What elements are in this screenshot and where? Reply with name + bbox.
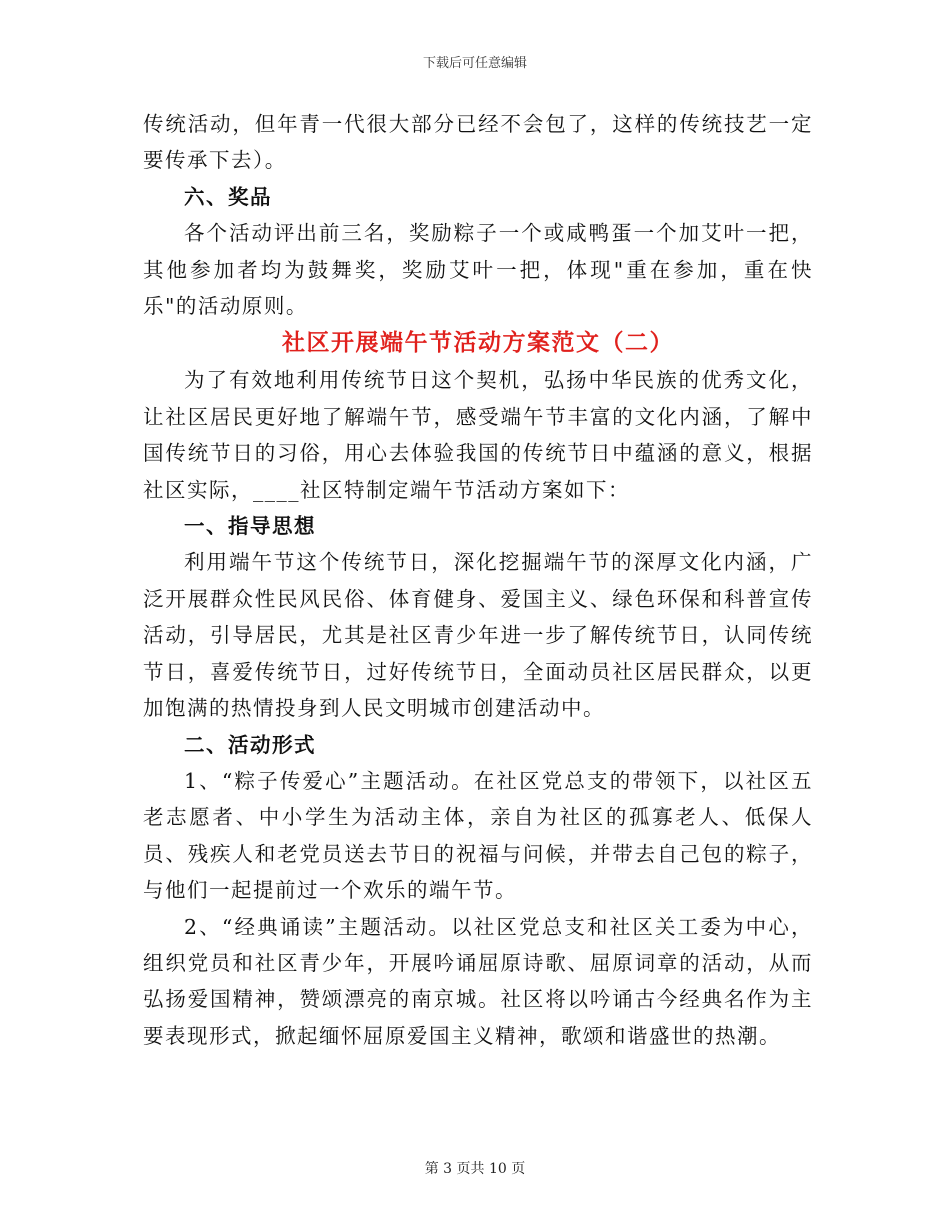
page-number: 第 3 页共 10 页 bbox=[424, 1161, 526, 1177]
paragraph-guiding-ideology: 利用端午节这个传统节日，深化挖掘端午节的深厚文化内涵，广泛开展群众性民风民俗、体育健身、爱国主义、绿色环保和科普宣传活动，引导居民，尤其是社区青少年进一步了解传统节日，认同传统节日，喜爱传统节日，过好传统节日，全面动员社区居民群众，以更加饱满的热情投身到人民文明城市创建活动中。 bbox=[143, 550, 813, 721]
paragraph-activity-2: 2、“经典诵读”主题活动。以社区党总支和社区关工委为中心，组织党员和社区青少年，开展吟诵屈原诗歌、屈原词章的活动，从而弘扬爱国精神，赞颂漂亮的南京城。社区将以吟诵古今经典名作为主要表现形式，掀起缅怀屈原爱国主义精神，歌颂和谐盛世的热潮。 bbox=[143, 914, 813, 1048]
paragraph-prizes: 各个活动评出前三名，奖励粽子一个或咸鸭蛋一个加艾叶一把，其他参加者均为鼓舞奖，奖励艾叶一把，体现"重在参加，重在快乐"的活动原则。 bbox=[143, 221, 813, 319]
paragraph-continued: 传统活动，但年青一代很大部分已经不会包了，这样的传统技艺一定要传承下去）。 bbox=[143, 112, 813, 173]
heading-prizes: 六、奖品 bbox=[184, 184, 272, 209]
heading-activity-forms: 二、活动形式 bbox=[184, 732, 316, 757]
paragraph-intro: 为了有效地利用传统节日这个契机，弘扬中华民族的优秀文化，让社区居民更好地了解端午节，感受端午节丰富的文化内涵，了解中国传统节日的习俗，用心去体验我国的传统节日中蕴涵的意义，根据社区实际，____社区特制定端午节活动方案如下： bbox=[143, 368, 813, 502]
heading-guiding-ideology: 一、指导思想 bbox=[184, 514, 316, 539]
paragraph-activity-1: 1、“粽子传爱心”主题活动。在社区党总支的带领下，以社区五老志愿者、中小学生为活动主体，亲自为社区的孤寡老人、低保人员、残疾人和老党员送去节日的祝福与问候，并带去自己包的粽子，与他们一起提前过一个欢乐的端午节。 bbox=[143, 768, 813, 903]
document-body bbox=[143, 106, 813, 1054]
section-title: 社区开展端午节活动方案范文（二） bbox=[282, 329, 674, 357]
page-header: 下载后可任意编辑 bbox=[422, 56, 527, 71]
